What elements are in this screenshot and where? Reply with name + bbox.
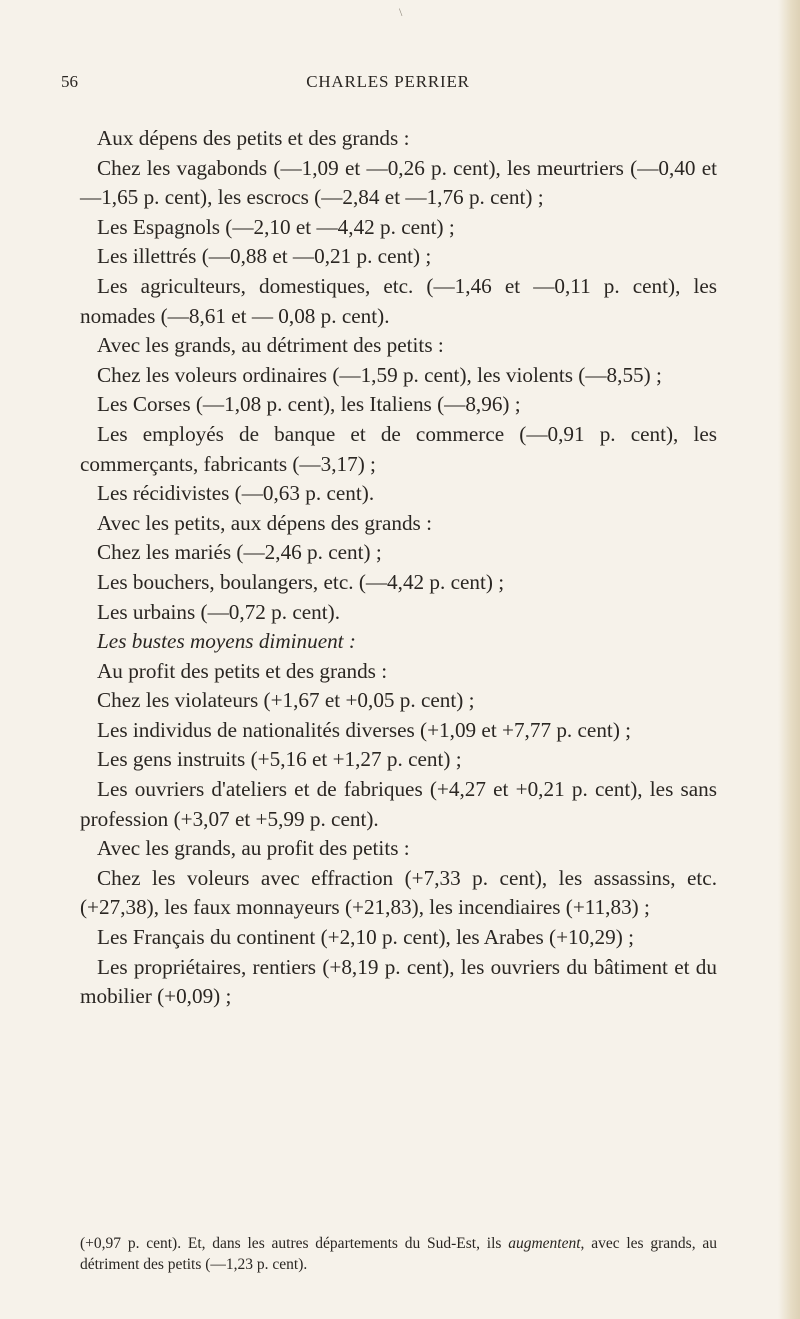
body-text [80,124,717,1012]
page-header [61,72,715,98]
paragraph: Chez les violateurs (+1,67 et +0,05 p. cent) ; [97,688,475,713]
footnote-text: (+0,97 p. cent). Et, dans les autres départements du Sud-Est, ils [80,1235,509,1252]
paragraph: Les Corses (—1,08 p. cent), les Italiens (—8,96) ; [97,392,521,417]
paragraph: Les ouvriers d'ateliers et de fabriques (+4,27 et +0,21 p. cent), les sans profession (+3,07 et +5,99 p. cent). [80,777,717,831]
paragraph: Au profit des petits et des grands : [97,658,388,683]
footnote-text-end: , avec les grands, au détriment des petits (—1,23 p. cent). [80,1235,717,1273]
footnote-emphasis: augmentent [508,1235,581,1252]
paragraph: Les employés de banque et de commerce (—0,91 p. cent), les commerçants, fabricants (—3,17) ; [80,421,717,476]
top-mark: \ [399,5,403,19]
paragraph: Les agriculteurs, domestiques, etc. (—1,46 et —0,11 p. cent), les nomades (—8,61 et — 0,08 p. cent). [80,273,717,328]
footnote [80,1233,717,1275]
section-heading-italic: Les bustes moyens diminuent : [97,629,356,654]
running-head: CHARLES PERRIER [306,72,470,91]
paragraph: Les individus de nationalités diverses (+1,09 et +7,77 p. cent) ; [97,717,632,742]
paragraph: Les illettrés (—0,88 et —0,21 p. cent) ; [97,244,432,269]
paragraph: Avec les petits, aux dépens des grands : [97,510,432,535]
paragraph: Chez les voleurs ordinaires (—1,59 p. cent), les violents (—8,55) ; [97,362,662,387]
paragraph: Les Français du continent (+2,10 p. cent), les Arabes (+10,29) ; [97,925,634,950]
paragraph: Les récidivistes (—0,63 p. cent). [97,481,375,506]
paragraph: Avec les grands, au détriment des petits : [97,333,444,358]
page-edge-shadow [778,0,800,1319]
paragraph: Chez les voleurs avec effraction (+7,33 p. cent), les assassins, etc. (+27,38), les faux monnayeurs (+21,83), les incendiaires (+11,83) ; [80,865,717,920]
paragraph: Les Espagnols (—2,10 et —4,42 p. cent) ; [97,214,455,239]
page-number: 56 [61,72,78,91]
paragraph: Aux dépens des petits et des grands : [97,126,410,150]
paragraph: Chez les vagabonds (—1,09 et —0,26 p. cent), les meurtriers (—0,40 et —1,65 p. cent), les escrocs (—2,84 et —1,76 p. cent) ; [80,155,717,210]
paragraph: Les urbains (—0,72 p. cent). [97,599,341,624]
paragraph: Chez les mariés (—2,46 p. cent) ; [97,540,382,565]
paragraph: Avec les grands, au profit des petits : [97,836,410,861]
paragraph: Les gens instruits (+5,16 et +1,27 p. cent) ; [97,747,462,772]
paragraph: Les propriétaires, rentiers (+8,19 p. cent), les ouvriers du bâtiment et du mobilier (+0,09) ; [80,954,717,1009]
paragraph: Les bouchers, boulangers, etc. (—4,42 p. cent) ; [97,569,505,594]
